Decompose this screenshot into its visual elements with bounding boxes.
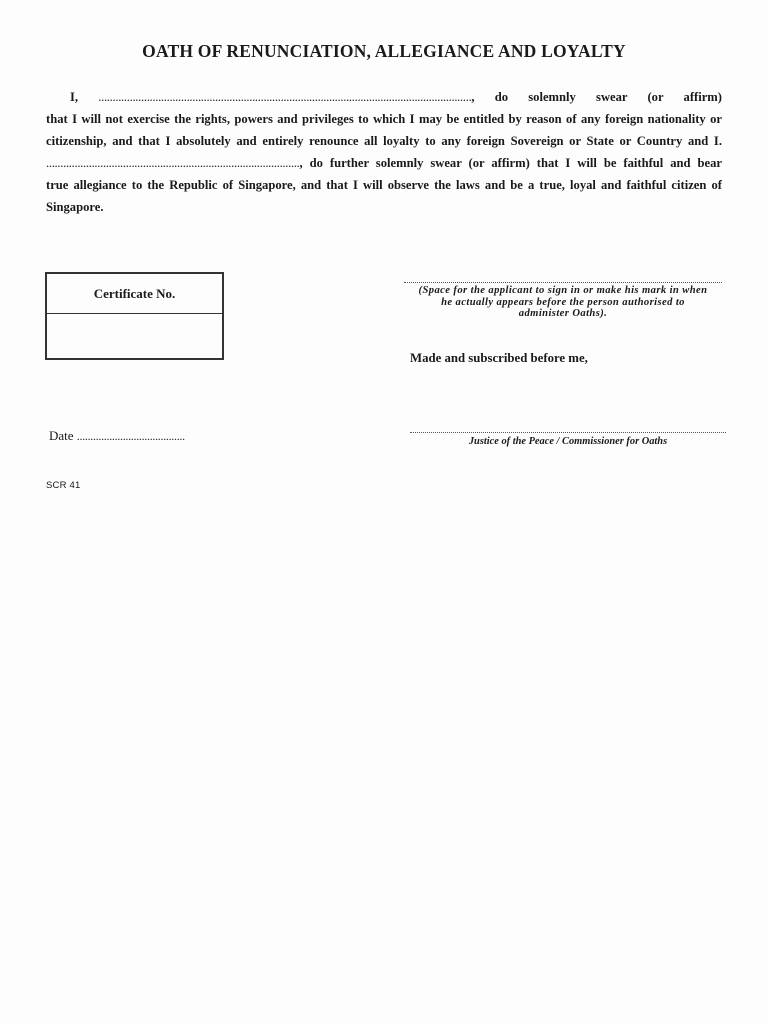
certificate-number-field[interactable]: [47, 314, 222, 358]
oath-line-6: Singapore.: [46, 200, 104, 214]
oath-text: [46, 86, 722, 218]
applicant-signature-line[interactable]: [404, 282, 722, 283]
applicant-name-field-2[interactable]: .........................................................................................: [46, 156, 300, 170]
oath-line-4: [46, 152, 722, 174]
signature-instruction: (Space for the applicant to sign in or make his mark in when he actually appears before the person authorised to administer Oaths).: [418, 285, 708, 319]
oath-line-5: true allegiance to the Republic of Singapore, and that I will observe the laws and be a true, loyal and faithful citizen of: [46, 178, 722, 192]
justice-signature-line[interactable]: [410, 432, 726, 433]
applicant-name-field[interactable]: ...................................................................................................................................: [98, 90, 472, 104]
oath-line-3: citizenship, and that I absolutely and entirely renounce all loyalty to any foreign Sovereign or State or Country and I.: [46, 134, 722, 148]
date-field[interactable]: ........................................: [76, 429, 185, 443]
date-row: [49, 428, 185, 444]
made-before-label: Made and subscribed before me,: [410, 351, 588, 365]
oath-further-clause: , do further solemnly swear (or affirm) that I will be faithful and bear: [299, 156, 722, 170]
oath-swear-clause: , do solemnly swear (or affirm): [471, 90, 722, 104]
certificate-label: Certificate No.: [47, 274, 222, 314]
oath-pronoun: I,: [70, 90, 79, 104]
date-label: Date: [49, 428, 74, 443]
form-code: SCR 41: [46, 480, 81, 491]
form-title: OATH OF RENUNCIATION, ALLEGIANCE AND LOYALTY: [142, 41, 626, 61]
oath-line-1: [46, 86, 722, 108]
justice-label: Justice of the Peace / Commissioner for Oaths: [468, 436, 668, 447]
certificate-box: [45, 272, 224, 360]
oath-line-2: that I will not exercise the rights, powers and privileges to which I may be entitled by reason of any foreign nationality or: [46, 112, 722, 126]
